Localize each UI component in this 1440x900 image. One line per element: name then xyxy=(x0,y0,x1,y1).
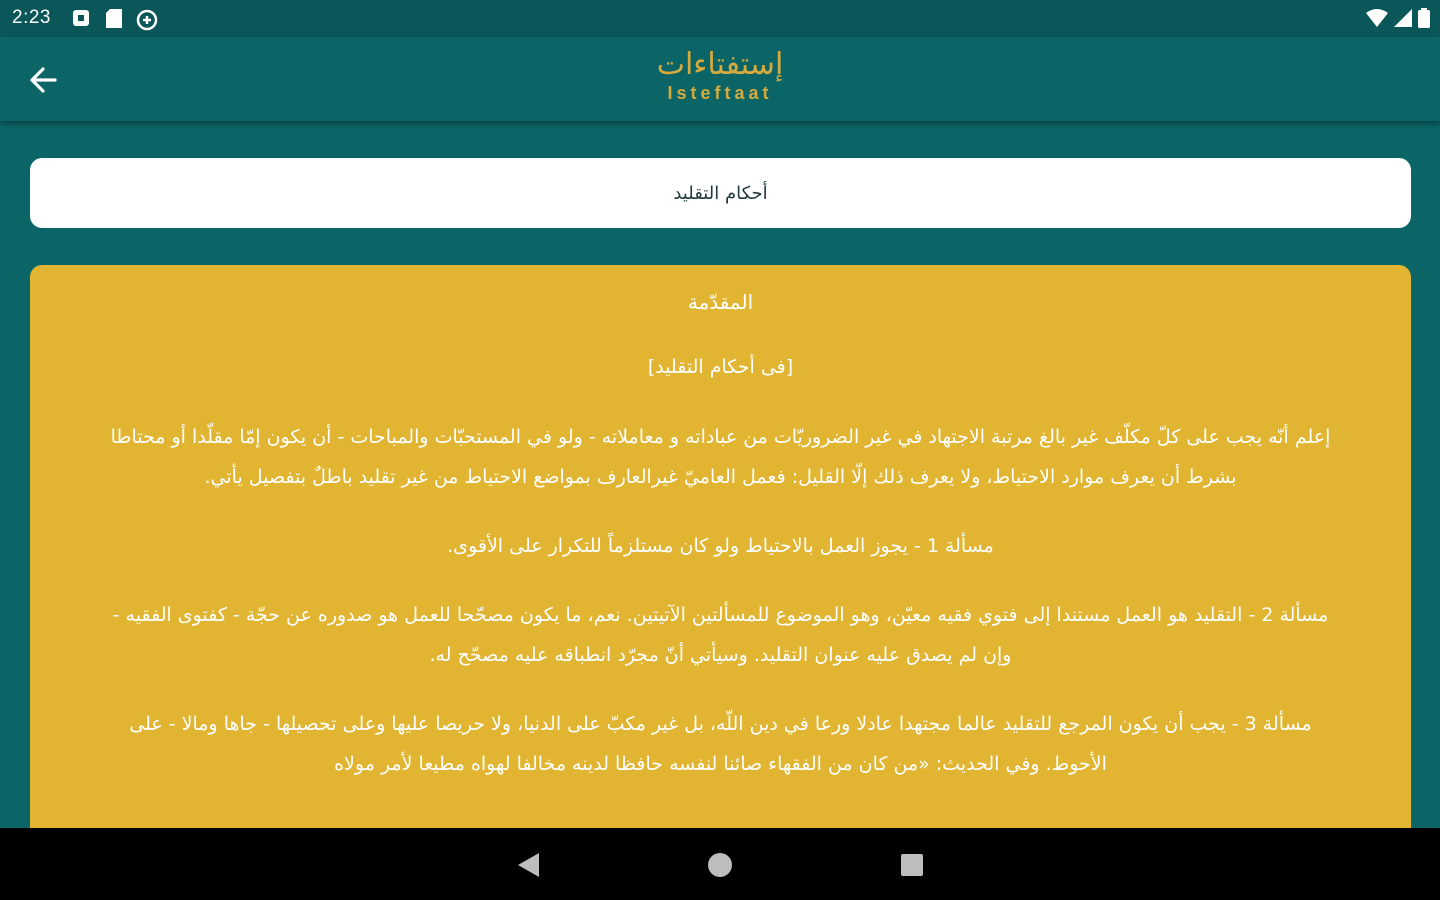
status-time: 2:23 xyxy=(12,7,51,28)
recents-square-icon[interactable] xyxy=(900,853,924,877)
topic-title: أحكام التقليد xyxy=(673,182,768,204)
back-triangle-icon[interactable] xyxy=(517,852,541,878)
content-subheading: [فی أحکام التقلید] xyxy=(647,356,794,378)
signal-icon xyxy=(1394,9,1412,27)
logo-latin: Isteftaat xyxy=(667,83,773,103)
system-navigation-bar xyxy=(0,828,1440,900)
logo-arabic: إستفتاءات xyxy=(656,47,784,82)
app-logo xyxy=(620,47,820,113)
wifi-icon xyxy=(1366,9,1388,27)
arrow-left-icon xyxy=(29,66,57,94)
back-button[interactable] xyxy=(22,59,64,101)
home-circle-icon[interactable] xyxy=(707,852,733,878)
content-paragraph: مسألة 2 - التقليد هو العمل مستندا إلى فتوي فقيه معيّن، وهو الموضوع للمسألتين الآتيتين. نعم، ما يكون مصحّحا للعمل هو صدوره عن حجّة - كفتوى الفقيه - وإن لم يصدق عليه عنوان التقليد. وسيأتي أنّ مجرّد انطباقه عليه مصحّح له. xyxy=(112,604,1329,666)
status-bar xyxy=(0,0,1440,37)
content-card xyxy=(30,265,1411,865)
battery-icon xyxy=(1418,8,1430,28)
data-saver-icon xyxy=(136,9,158,31)
content-paragraph: مسألة 1 - يجوز العمل بالاحتياط ولو كان مستلزماً للتكرار على الأقوى. xyxy=(447,535,994,557)
app-bar xyxy=(0,37,1440,121)
content-heading: المقدّمة xyxy=(687,290,754,314)
notification-icon xyxy=(72,9,90,27)
content-paragraph: إعلم أنّه يجب على كلّ مكلّف غير بالغ مرتبة الاجتهاد في غير الضروريّات من عباداته و معاملاته - ولو في المستحبّات والمباحات - أن يكون إمّا مقلّدا أو محتاطا بشرط أن يعرف موارد الاحتياط، ولا يعرف ذلك إلّا القليل: فعمل العاميّ غيرالعارف بمواضع الاحتياط من غير تقليد باطلٌ بتفصيل يأتي. xyxy=(110,426,1331,488)
sd-card-icon xyxy=(106,9,122,28)
content-paragraph: مسألة 3 - يجب أن يكون المرجع للتقليد عالما مجتهدا عادلا ورعا في دين اللّه، بل غير مكبّ على الدنيا، ولا حريصا عليها وعلى تحصيلها - جاها ومالا - على الأحوط. وفي الحديث: «من كان من الفقهاء صائنا لنفسه حافظا لدينه مخالفا لهواه مطيعا لأمر مولاه xyxy=(129,713,1312,775)
topic-title-card[interactable] xyxy=(30,158,1411,228)
